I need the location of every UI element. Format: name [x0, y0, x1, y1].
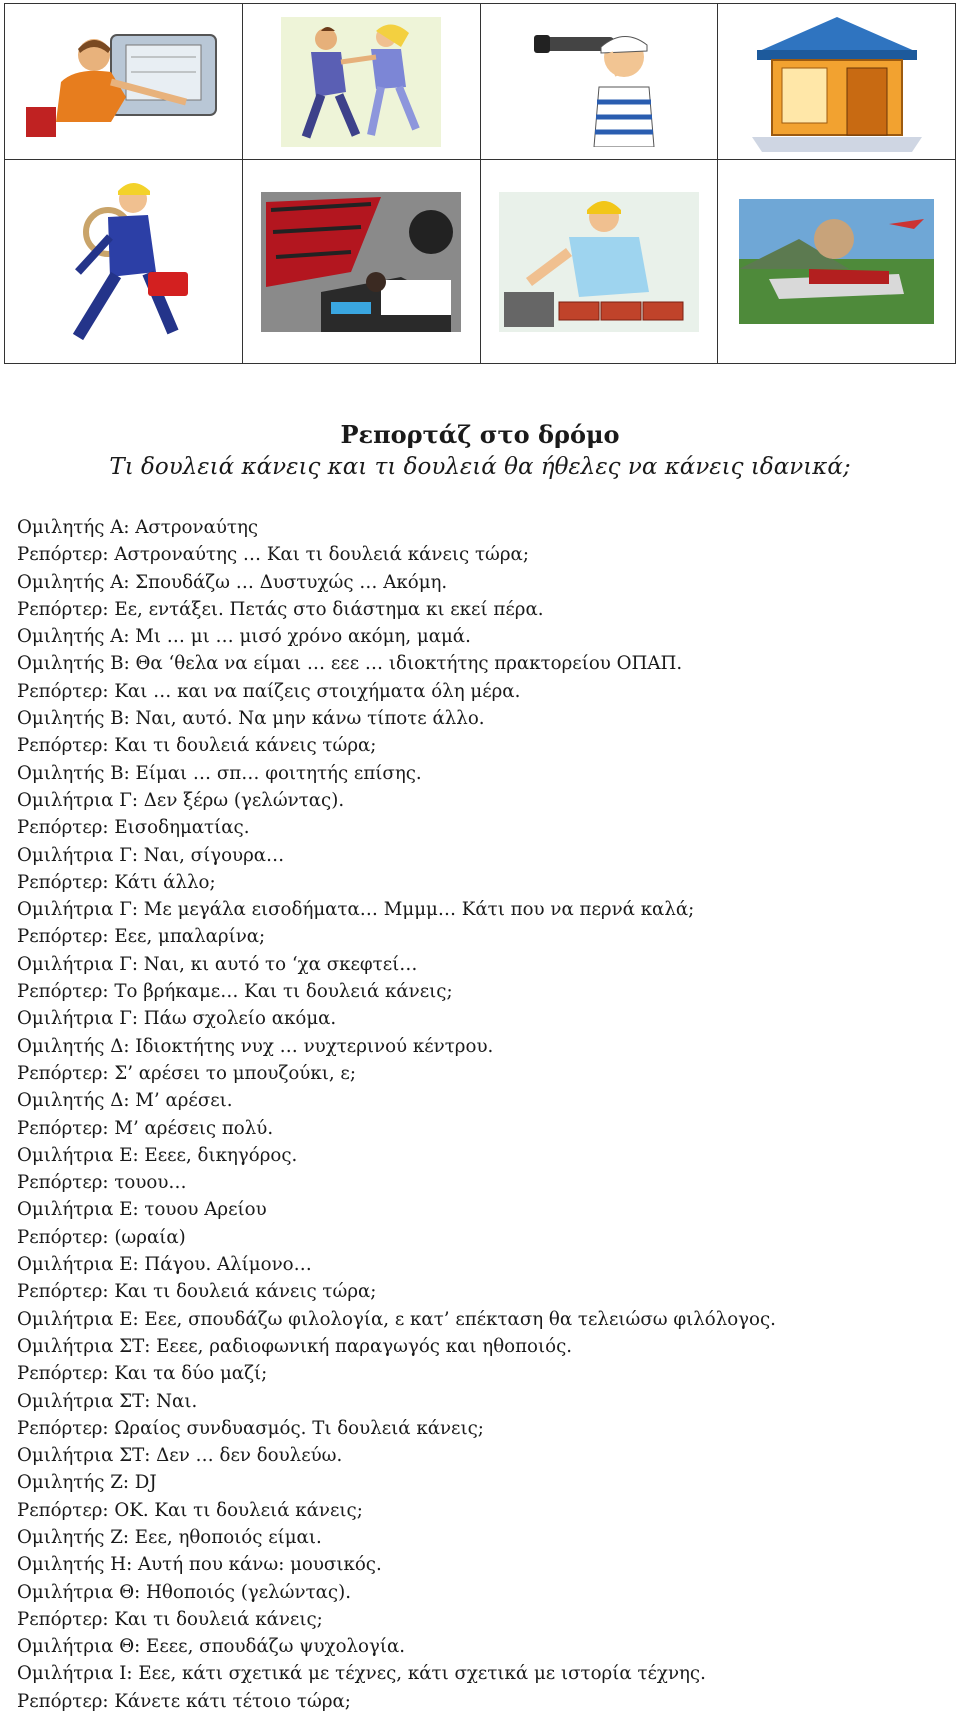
dialogue-line: Ομιλήτρια ΣΤ: Εεεε, ραδιοφωνική παραγωγός και ηθοποιός. [17, 1335, 573, 1357]
dialogue-line: Ρεπόρτερ: Το βρήκαμε… Και τι δουλειά κάνεις; [17, 981, 453, 1003]
dialogue-line: Ρεπόρτερ: τουου… [17, 1172, 187, 1194]
image-cell [5, 4, 243, 160]
image-cell [718, 4, 956, 160]
dialogue-line: Ομιλητής Δ: Μ’ αρέσει. [17, 1090, 233, 1112]
dialogue-line: Ρεπόρτερ: Κάτι άλλο; [17, 871, 216, 893]
dialogue-line: Ρεπόρτερ: Αστροναύτης … Και τι δουλειά κάνεις τώρα; [17, 544, 529, 566]
image-cell [480, 4, 718, 160]
mechanic-car-image [261, 192, 461, 332]
dialogue-line: Ομιλητής Α: Σπουδάζω … Δυστυχώς … Ακόμη. [17, 571, 448, 593]
dialogue-line: Ρεπόρτερ: Και τα δύο μαζί; [17, 1363, 268, 1385]
dialogue-line: Ομιλήτρια Γ: Με μεγάλα εισοδήματα… Μμμμ… Κάτι που να περνά καλά; [17, 899, 695, 921]
dialogue-line: Ομιλήτρια Γ: Δεν ξέρω (γελώντας). [17, 789, 345, 811]
dialogue-line: Ρεπόρτερ: ΟΚ. Και τι δουλειά κάνεις; [17, 1499, 363, 1521]
dialogue-line: Ομιλήτρια Θ: Εεεε, σπουδάζω ψυχολογία. [17, 1636, 406, 1658]
astronaut-drafter-image [16, 27, 231, 137]
image-cell [242, 4, 480, 160]
image-cell [242, 160, 480, 364]
dialogue-line: Ρεπόρτερ: Εεε, μπαλαρίνα; [17, 926, 266, 948]
page-subtitle: Τι δουλειά κάνεις και τι δουλειά θα ήθελες να κάνεις ιδανικά; [109, 454, 851, 480]
dialogue-line: Ομιλήτρια Γ: Ναι, σίγουρα… [17, 844, 285, 866]
dancers-image [281, 17, 441, 147]
dialogue-line: Ομιλήτρια ΣΤ: Ναι. [17, 1390, 198, 1412]
kiosk-image [752, 12, 922, 152]
dialogue-line: Ομιλήτρια Θ: Ηθοποιός (γελώντας). [17, 1581, 351, 1603]
dialogue-line: Ρεπόρτερ: Και τι δουλειά κάνεις τώρα; [17, 735, 377, 757]
dialogue-line: Ομιλήτρια ΣΤ: Δεν … δεν δουλεύω. [17, 1445, 343, 1467]
dialogue-line: Ομιλητής Α: Μι … μι … μισό χρόνο ακόμη, μαμά. [17, 626, 471, 648]
dialogue-line: Ομιλητής Β: Είμαι … σπ… φοιτητής επίσης. [17, 762, 422, 784]
sailor-telescope-image [529, 17, 669, 147]
image-grid [4, 3, 956, 364]
dialogue-line: Ρεπόρτερ: Μ’ αρέσεις πολύ. [17, 1117, 274, 1139]
dialogue-line: Ρεπόρτερ: (ωραία) [17, 1226, 186, 1248]
page-title: Ρεπορτάζ στο δρόμο [340, 420, 620, 449]
dialogue-line: Ομιλήτρια Ε: Εεεε, δικηγόρος. [17, 1144, 298, 1166]
dialogue-line: Ομιλήτρια Ι: Εεε, κάτι σχετικά με τέχνες, κάτι σχετικά με ιστορία τέχνης. [17, 1663, 706, 1685]
dialogue-line: Ρεπόρτερ: Και τι δουλειά κάνεις; [17, 1608, 323, 1630]
dialogue-line: Ομιλήτρια Ε: τουου Αρείου [17, 1199, 267, 1221]
dialogue-line: Ομιλητής Β: Θα ‘θελα να είμαι … εεε … ιδιοκτήτης πρακτορείου ΟΠΑΠ. [17, 653, 683, 675]
dialogue-line: Ομιλήτρια Ε: Εεε, σπουδάζω φιλολογία, ε κατ’ επέκταση θα τελειώσω φιλόλογος. [17, 1308, 776, 1330]
dialogue-list [17, 514, 947, 1715]
image-cell [718, 160, 956, 364]
dialogue-line: Ομιλητής Η: Αυτή που κάνω: μουσικός. [17, 1554, 382, 1576]
dialogue-line: Ομιλήτρια Γ: Πάω σχολείο ακόμα. [17, 1008, 337, 1030]
dialogue-line: Ομιλητής Α: Αστροναύτης [17, 517, 259, 538]
dialogue-line: Ομιλητής Ζ: Εεε, ηθοποιός είμαι. [17, 1526, 322, 1548]
dialogue-line: Ρεπόρτερ: Ωραίος συνδυασμός. Τι δουλειά κάνεις; [17, 1417, 484, 1439]
image-cell [480, 160, 718, 364]
dialogue-line: Ρεπόρτερ: Και τι δουλειά κάνεις τώρα; [17, 1281, 377, 1303]
dialogue-line: Ρεπόρτερ: Εε, εντάξει. Πετάς στο διάστημα κι εκεί πέρα. [17, 598, 544, 620]
dialogue-line: Ομιλητής Β: Ναι, αυτό. Να μην κάνω τίποτε άλλο. [17, 708, 485, 730]
dialogue-line: Ομιλητής Δ: Ιδιοκτήτης νυχ … νυχτερινού κέντρου. [17, 1035, 494, 1057]
bricklayer-image [499, 192, 699, 332]
dialogue-line: Ομιλήτρια Γ: Ναι, κι αυτό το ‘χα σκεφτεί… [17, 953, 418, 975]
image-cell [5, 160, 243, 364]
dialogue-line: Ρεπόρτερ: Εισοδηματίας. [17, 817, 250, 839]
technician-toolbox-image [38, 177, 208, 347]
dialogue-line: Ρεπόρτερ: Σ’ αρέσει το μπουζούκι, ε; [17, 1062, 356, 1084]
dialogue-line: Ρεπόρτερ: Και … και να παίζεις στοιχήματα όλη μέρα. [17, 680, 521, 702]
dialogue-line: Ρεπόρτερ: Κάνετε κάτι τέτοιο τώρα; [17, 1690, 351, 1712]
pilot-plane-image [739, 199, 934, 324]
dialogue-line: Ομιλήτρια Ε: Πάγου. Αλίμονο… [17, 1254, 312, 1276]
dialogue-line: Ομιλητής Ζ: DJ [17, 1472, 157, 1494]
